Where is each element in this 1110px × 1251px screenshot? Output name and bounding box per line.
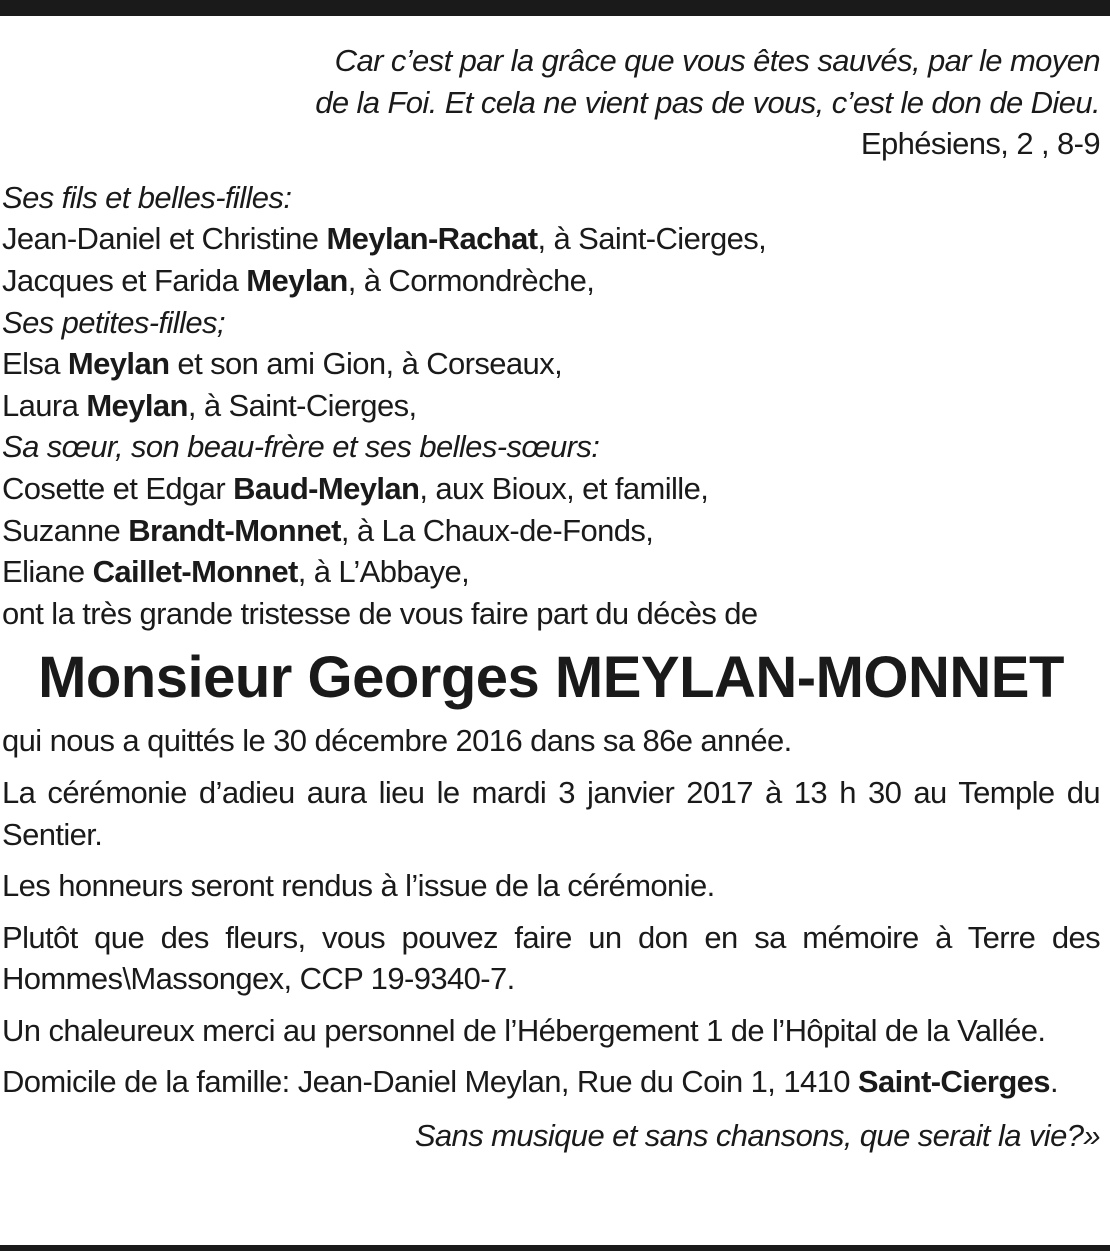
epigraph-line: de la Foi. Et cela ne vient pas de vous, c’est le don de Dieu. <box>315 84 1100 120</box>
section-heading: Ses fils et belles-filles: <box>2 179 292 215</box>
section-heading: Ses petites-filles; <box>2 304 225 340</box>
family-list <box>2 177 1100 635</box>
family-line <box>2 385 1100 427</box>
text-segment: Jacques et Farida <box>2 262 247 298</box>
text-segment: qui nous a quittés le 30 décembre 2016 dans sa 86e année. <box>2 723 792 759</box>
epigraph-line: Car c’est par la grâce que vous êtes sauvés, par le moyen <box>334 43 1100 78</box>
text-segment: La cérémonie d’adieu aura lieu le mardi 3 janvier 2017 à 13 h 30 au Temple du Sentier. <box>2 774 1100 852</box>
paragraph <box>2 772 1100 855</box>
text-segment: Laura <box>2 387 87 423</box>
family-line <box>2 593 1100 635</box>
family-line <box>2 426 1100 468</box>
family-line <box>2 218 1100 260</box>
name-bold: Meylan <box>86 387 188 423</box>
notice-body <box>2 720 1100 1103</box>
text-segment: . <box>1049 1064 1058 1100</box>
text-segment: Jean-Daniel et Christine <box>2 221 327 257</box>
text-segment: , à Saint-Cierges, <box>187 387 417 423</box>
name-bold: Meylan-Rachat <box>326 221 538 257</box>
family-line <box>2 343 1100 385</box>
text-segment: Domicile de la famille: Jean-Daniel Meylan, Rue du Coin 1, 1410 <box>2 1064 858 1100</box>
text-segment: Suzanne <box>2 512 129 548</box>
name-bold: Meylan <box>246 262 348 298</box>
epigraph-reference: Ephésiens, 2 , 8-9 <box>860 126 1100 162</box>
obituary-notice <box>2 40 1100 1157</box>
text-segment: Plutôt que des fleurs, vous pouvez faire un don en sa mémoire à Terre des Hommes\Massongex, CCP 19-9340-7. <box>2 919 1100 997</box>
paragraph <box>2 865 1100 907</box>
text-segment: Eliane <box>2 554 93 590</box>
family-line <box>2 260 1100 302</box>
name-bold: Meylan <box>67 346 170 382</box>
paragraph <box>2 1061 1100 1103</box>
name-bold: Brandt-Monnet <box>128 512 341 548</box>
paragraph <box>2 917 1100 1000</box>
text-segment: et son ami Gion, à Corseaux, <box>169 346 563 382</box>
name-bold: Baud-Meylan <box>233 470 420 506</box>
text-segment: ont la très grande tristesse de vous faire part du décès de <box>2 595 758 631</box>
text-segment: Les honneurs seront rendus à l’issue de la cérémonie. <box>2 868 715 904</box>
name-bold: Saint-Cierges <box>857 1064 1050 1100</box>
text-segment: , à L’Abbaye, <box>297 554 470 590</box>
epigraph <box>2 40 1100 165</box>
closing-quote: Sans musique et sans chansons, que serait la vie?» <box>414 1118 1100 1154</box>
name-bold: Caillet-Monnet <box>92 554 298 590</box>
text-segment: Elsa <box>2 346 68 382</box>
paragraph <box>2 1010 1100 1052</box>
section-heading: Sa sœur, son beau-frère et ses belles-sœurs: <box>2 429 600 465</box>
family-line <box>2 302 1100 344</box>
family-line <box>2 551 1100 593</box>
text-segment: Un chaleureux merci au personnel de l’Hébergement 1 de l’Hôpital de la Vallée. <box>2 1012 1046 1048</box>
family-line <box>2 510 1100 552</box>
deceased-name: Monsieur Georges MEYLAN-MONNET <box>38 645 1064 711</box>
family-line <box>2 468 1100 510</box>
top-border <box>0 0 1110 16</box>
family-line <box>2 177 1100 219</box>
text-segment: , à Cormondrèche, <box>347 262 595 298</box>
text-segment: , à Saint-Cierges, <box>537 221 767 257</box>
paragraph <box>2 720 1100 762</box>
bottom-border <box>0 1245 1110 1251</box>
text-segment: Cosette et Edgar <box>2 470 234 506</box>
text-segment: , à La Chaux-de-Fonds, <box>340 512 654 548</box>
text-segment: , aux Bioux, et famille, <box>419 470 709 506</box>
